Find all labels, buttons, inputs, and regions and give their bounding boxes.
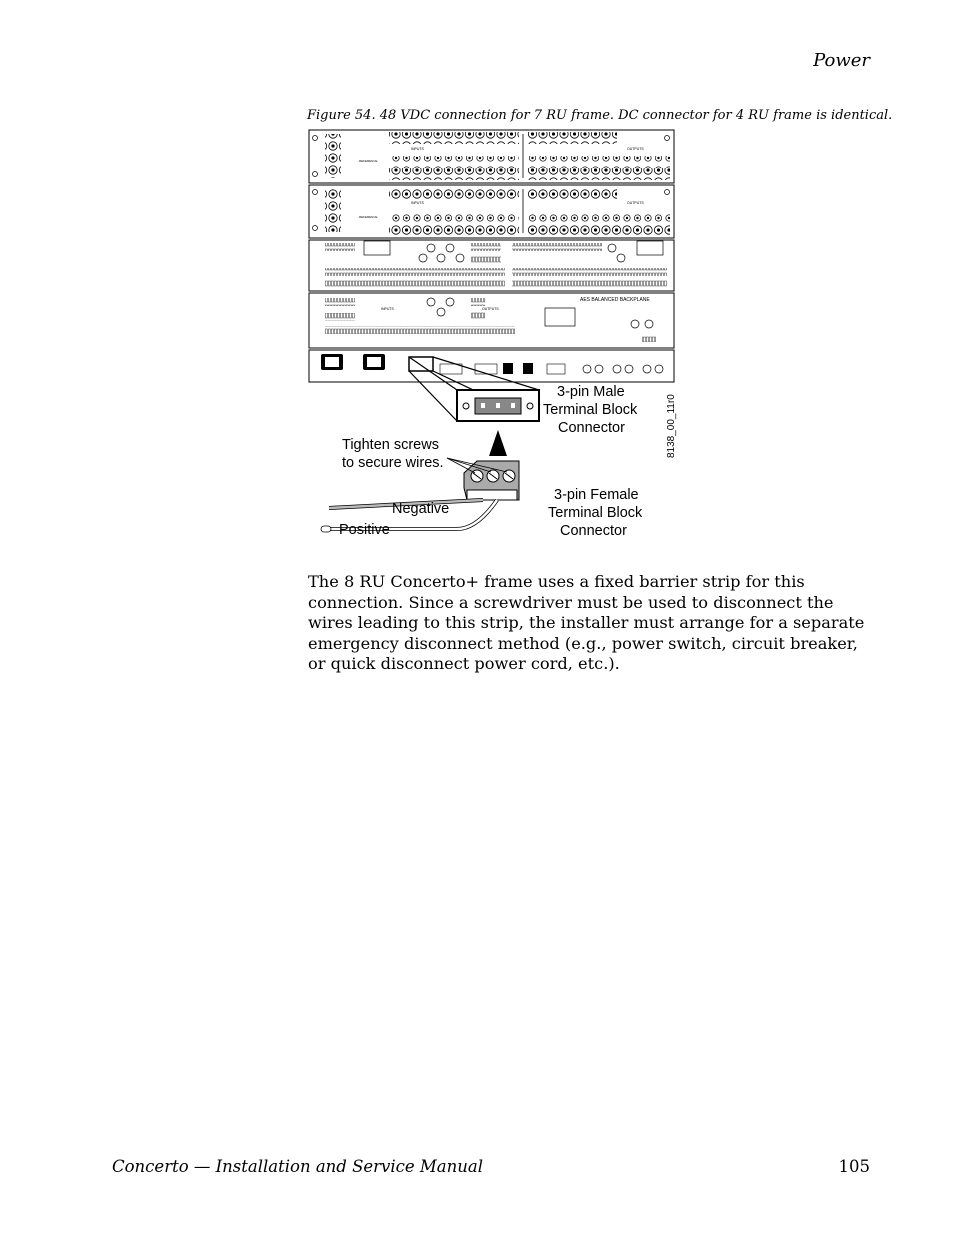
label-male-3: Connector — [558, 420, 625, 436]
label-male-1: 3-pin Male — [557, 384, 625, 400]
panel1-reference-label: REFERENCE — [359, 159, 378, 163]
figure-id-label: 8138_00_11r0 — [666, 394, 677, 458]
panel1-outputs-label: OUTPUTS — [627, 147, 644, 151]
frame-panel-3 — [309, 240, 674, 291]
frame-panel-2 — [309, 185, 674, 238]
label-female-2: Terminal Block — [548, 505, 643, 521]
label-negative: Negative — [392, 501, 450, 517]
label-female-1: 3-pin Female — [554, 487, 639, 503]
female-connector-drawing — [464, 461, 519, 500]
frame-panel-4 — [309, 293, 674, 348]
body-paragraph: The 8 RU Concerto+ frame uses a fixed barrier strip for this connection. Since a screwdriver must be used to disconnect the wires leading to this strip, the installer must arrange for a separate emergency disconnect method (e.g., power switch, circuit breaker, or quick disconnect power cord, etc.). — [308, 572, 865, 673]
insert-arrow — [489, 430, 507, 456]
label-screws-1: Tighten screws — [342, 437, 439, 453]
male-connector-drawing — [457, 390, 539, 421]
label-screws-2: to secure wires. — [342, 455, 444, 471]
panel4-outputs-label: OUTPUTS — [482, 307, 499, 311]
panel2-outputs-label: OUTPUTS — [627, 201, 644, 205]
label-positive: Positive — [339, 522, 390, 538]
panel4-aes-label: AES BALANCED BACKPLANE — [580, 297, 650, 303]
frame-panel-1 — [309, 130, 674, 183]
figure-caption: Figure 54. 48 VDC connection for 7 RU frame. DC connector for 4 RU frame is identical. — [307, 108, 893, 123]
panel2-reference-label: REFERENCE — [359, 215, 378, 219]
footer-title: Concerto — Installation and Service Manual — [112, 1157, 483, 1176]
panel1-inputs-label: INPUTS — [411, 147, 424, 151]
section-title: Power — [813, 50, 870, 71]
label-female-3: Connector — [560, 523, 627, 539]
figure-illustration — [307, 128, 682, 548]
panel4-inputs-label: INPUTS — [381, 307, 394, 311]
page-number: 105 — [838, 1157, 870, 1176]
frame-panel-5 — [309, 350, 674, 382]
label-male-2: Terminal Block — [543, 402, 638, 418]
panel2-inputs-label: INPUTS — [411, 201, 424, 205]
